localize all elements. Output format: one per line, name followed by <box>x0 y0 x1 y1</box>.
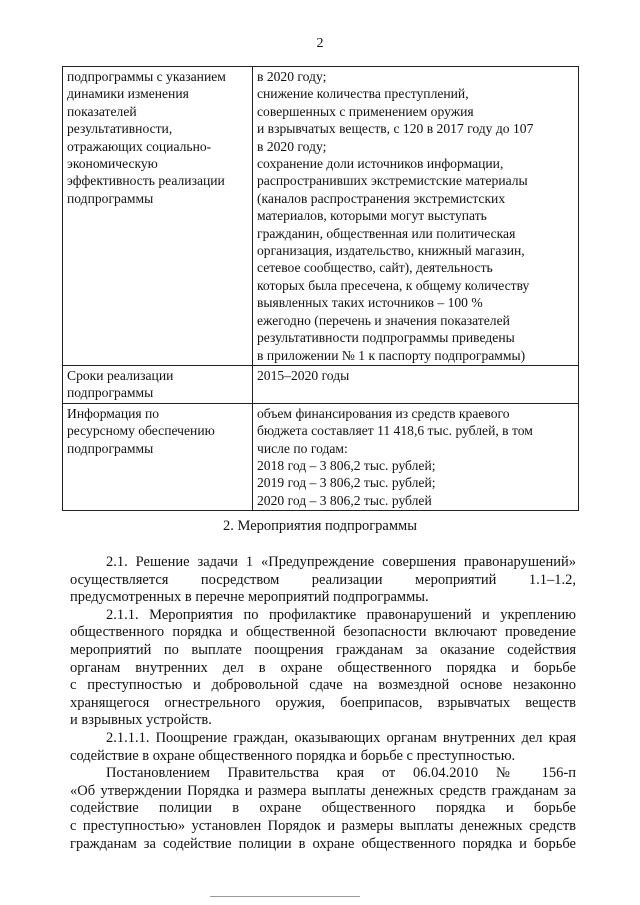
scan-edge-line <box>210 896 360 897</box>
text-line: результативности, <box>67 121 173 137</box>
text-line: предусмотренных в перечне мероприятий подпрограммы. <box>70 589 429 606</box>
table-row <box>63 67 579 366</box>
text-line: выявленных таких источников – 100 % <box>257 295 483 311</box>
table-row <box>63 403 579 510</box>
text-line: сетевое сообщество, сайт), деятельность <box>257 260 493 276</box>
text-line: с преступностью и добровольной сдаче на возмездной основе незаконно <box>70 677 576 694</box>
table-cell-label <box>63 365 253 403</box>
text-line: в приложении № 1 к паспорту подпрограммы) <box>257 347 526 363</box>
text-line: содействие полиции в охране общественного порядка и борьбе <box>70 800 576 817</box>
text-line: организация, издательство, книжный магазин, <box>257 243 525 259</box>
table-row <box>63 365 579 403</box>
text-line: мероприятий по выплате поощрения гражданам за оказание содействия <box>70 641 576 658</box>
text-line: осуществляется посредством реализации мероприятий 1.1–1.2, <box>70 571 576 588</box>
paragraph <box>70 607 576 730</box>
text-line: Сроки реализации <box>67 367 174 383</box>
text-line: экономическую <box>67 156 158 172</box>
text-line: в 2020 году; <box>257 69 327 84</box>
section-title: 2. Мероприятия подпрограммы <box>223 518 417 534</box>
text-line: сохранение доли источников информации, <box>257 156 504 172</box>
paragraph <box>70 730 576 765</box>
text-line: эффективность реализации <box>67 173 225 189</box>
paragraph <box>70 554 576 607</box>
text-line: результативности подпрограммы приведены <box>257 330 515 346</box>
text-line: 2.1.1.1. Поощрение граждан, оказывающих органам внутренних дел края <box>106 729 576 746</box>
text-line: снижение количества преступлений, <box>257 86 469 102</box>
text-line: и взрывчатых веществ, с 120 в 2017 году до 107 <box>257 121 534 137</box>
text-line: распространивших экстремистские материалы <box>257 173 528 189</box>
table-cell-label <box>63 403 253 510</box>
text-line: общественного порядка и общественной безопасности включают проведение <box>70 624 576 641</box>
table-cell-value <box>253 365 579 403</box>
text-line: ежегодно (перечень и значения показателей <box>257 312 510 328</box>
text-line: показателей <box>67 103 137 119</box>
text-line: и взрывных устройств. <box>70 712 212 729</box>
text-line: «Об утверждении Порядка и размера выплаты денежных средств гражданам за <box>70 782 576 799</box>
text-line: отражающих социально- <box>67 138 212 154</box>
text-line: в 2020 году; <box>257 138 327 154</box>
text-line: гражданин, общественная или политическая <box>257 225 516 241</box>
table-cell-label <box>63 67 253 366</box>
text-line: совершенных с применением оружия <box>257 103 474 119</box>
paragraph <box>70 765 576 853</box>
body-text <box>70 554 576 853</box>
text-line: подпрограммы с указанием <box>67 69 226 84</box>
table-cell-value <box>253 67 579 366</box>
text-line: 2.1. Решение задачи 1 «Предупреждение совершения правонарушений» <box>106 554 576 570</box>
text-line: органам внутренних дел в охране общественного порядка и борьбе <box>70 659 576 676</box>
table-cell-value <box>253 403 579 510</box>
text-line: 2020 год – 3 806,2 тыс. рублей <box>257 492 432 508</box>
text-line: 2019 год – 3 806,2 тыс. рублей; <box>257 475 436 491</box>
text-line: с преступностью» установлен Порядок и размеры выплаты денежных средств <box>70 817 576 834</box>
text-line: которых была пресечена, к общему количеству <box>257 277 530 293</box>
text-line: числе по годам: <box>257 440 348 456</box>
text-line: 2018 год – 3 806,2 тыс. рублей; <box>257 457 436 473</box>
text-line: содействие в охране общественного порядка и борьбе с преступностью. <box>70 747 516 764</box>
text-line: подпрограммы <box>67 385 154 401</box>
text-line: 2.1.1. Мероприятия по профилактике правонарушений и укреплению <box>106 606 576 623</box>
text-line: гражданам за содействие полиции в охране общественного порядка и борьбе <box>70 835 576 852</box>
text-line: ресурсному обеспечению <box>67 423 215 439</box>
text-line: динамики изменения <box>67 86 189 102</box>
text-line: хранящегося огнестрельного оружия, боеприпасов, взрывчатых веществ <box>70 694 576 711</box>
text-line: материалов, которыми могут выступать <box>257 208 487 224</box>
text-line: 2015–2020 годы <box>257 367 350 383</box>
text-line: подпрограммы <box>67 440 154 456</box>
subprogram-passport-table <box>62 66 579 511</box>
text-line: (каналов распространения экстремистских <box>257 190 506 206</box>
text-line: Постановлением Правительства края от 06.04.2010 № 156-п <box>106 765 576 782</box>
text-line: бюджета составляет 11 418,6 тыс. рублей, в том <box>257 423 533 439</box>
page-number: 2 <box>316 36 324 51</box>
text-line: Информация по <box>67 405 160 421</box>
text-line: подпрограммы <box>67 190 154 206</box>
text-line: объем финансирования из средств краевого <box>257 405 510 421</box>
